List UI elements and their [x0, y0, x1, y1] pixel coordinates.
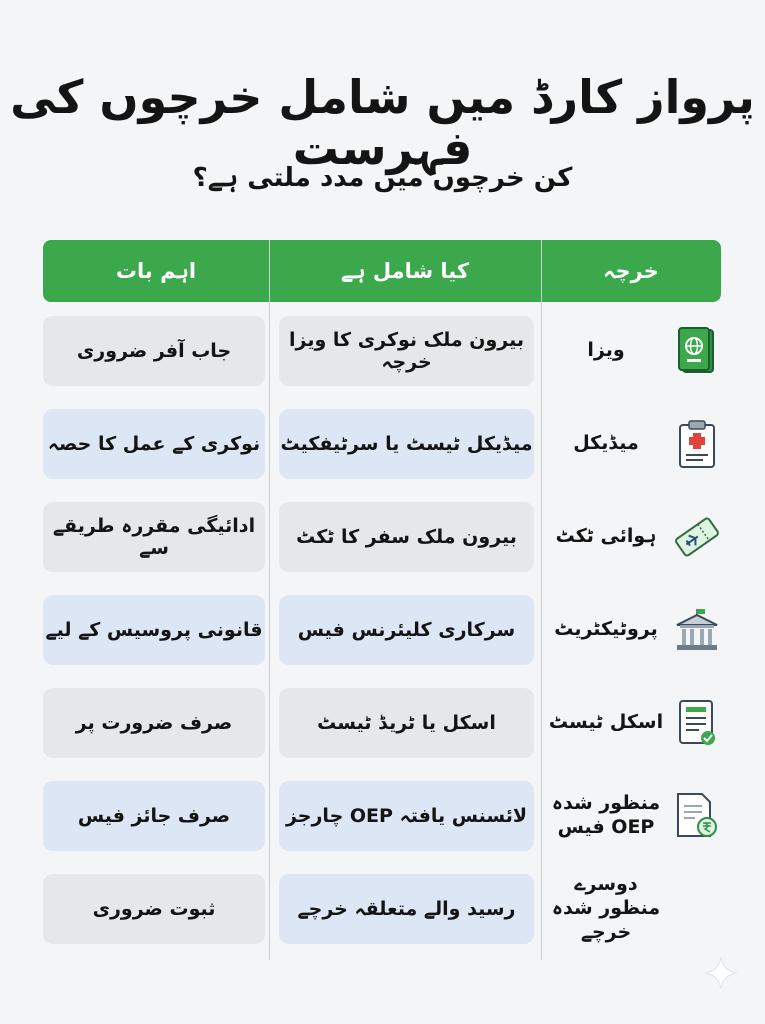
included-cell: اسکل یا ٹریڈ ٹیسٹ: [279, 688, 534, 758]
table-row: [43, 502, 721, 572]
note-cell: قانونی پروسیس کے لیے: [43, 595, 265, 665]
note-cell: ادائیگی مقررہ طریقے سے: [43, 502, 265, 572]
expense-label: ویزا: [587, 339, 625, 362]
expense-table: [43, 240, 721, 943]
expense-label: اسکل ٹیسٹ: [548, 711, 664, 734]
header-included: کیا شامل ہے: [340, 259, 470, 283]
table-row: [43, 316, 721, 386]
medical-clipboard-icon: [674, 419, 720, 469]
fee-document-icon: [674, 791, 720, 841]
note-cell: نوکری کے عمل کا حصہ: [43, 409, 265, 479]
passport-icon: [674, 326, 720, 376]
table-row: [43, 688, 721, 758]
page-title: پرواز کارڈ میں شامل خرچوں کی فہرست: [10, 70, 755, 175]
certificate-check-icon: [674, 698, 720, 748]
note-cell: صرف ضرورت پر: [43, 688, 265, 758]
note-cell: صرف جائز فیس: [43, 781, 265, 851]
included-cell: بیرون ملک سفر کا ٹکٹ: [279, 502, 534, 572]
expense-label: دوسرے منظور شدہ خرچے: [551, 873, 661, 943]
table-row: [43, 874, 721, 944]
note-cell: ثبوت ضروری: [43, 874, 265, 944]
included-cell: رسید والے متعلقہ خرچے: [279, 874, 534, 944]
header-note: اہم بات: [115, 259, 197, 283]
table-row: [43, 409, 721, 479]
sparkle-icon: [703, 955, 739, 991]
table-row: [43, 781, 721, 851]
expense-label: میڈیکل: [573, 432, 639, 455]
expense-label: ہوائی ٹکٹ: [555, 525, 657, 548]
table-header: [43, 240, 721, 302]
government-building-icon: [674, 605, 720, 655]
plane-ticket-icon: [674, 512, 720, 562]
table-row: [43, 595, 721, 665]
header-expense: خرچہ: [603, 259, 659, 283]
included-cell: بیرون ملک نوکری کا ویزا خرچہ: [279, 316, 534, 386]
note-cell: جاب آفر ضروری: [43, 316, 265, 386]
included-cell: لائسنس یافتہ OEP چارجز: [279, 781, 534, 851]
included-cell: سرکاری کلیئرنس فیس: [279, 595, 534, 665]
expense-label: منظور شدہ OEP فیس: [551, 792, 661, 838]
included-cell: میڈیکل ٹیسٹ یا سرٹیفکیٹ: [279, 409, 534, 479]
expense-label: پروٹیکٹریٹ: [554, 618, 658, 641]
page-subtitle: کن خرچوں میں مدد ملتی ہے؟: [192, 163, 573, 193]
